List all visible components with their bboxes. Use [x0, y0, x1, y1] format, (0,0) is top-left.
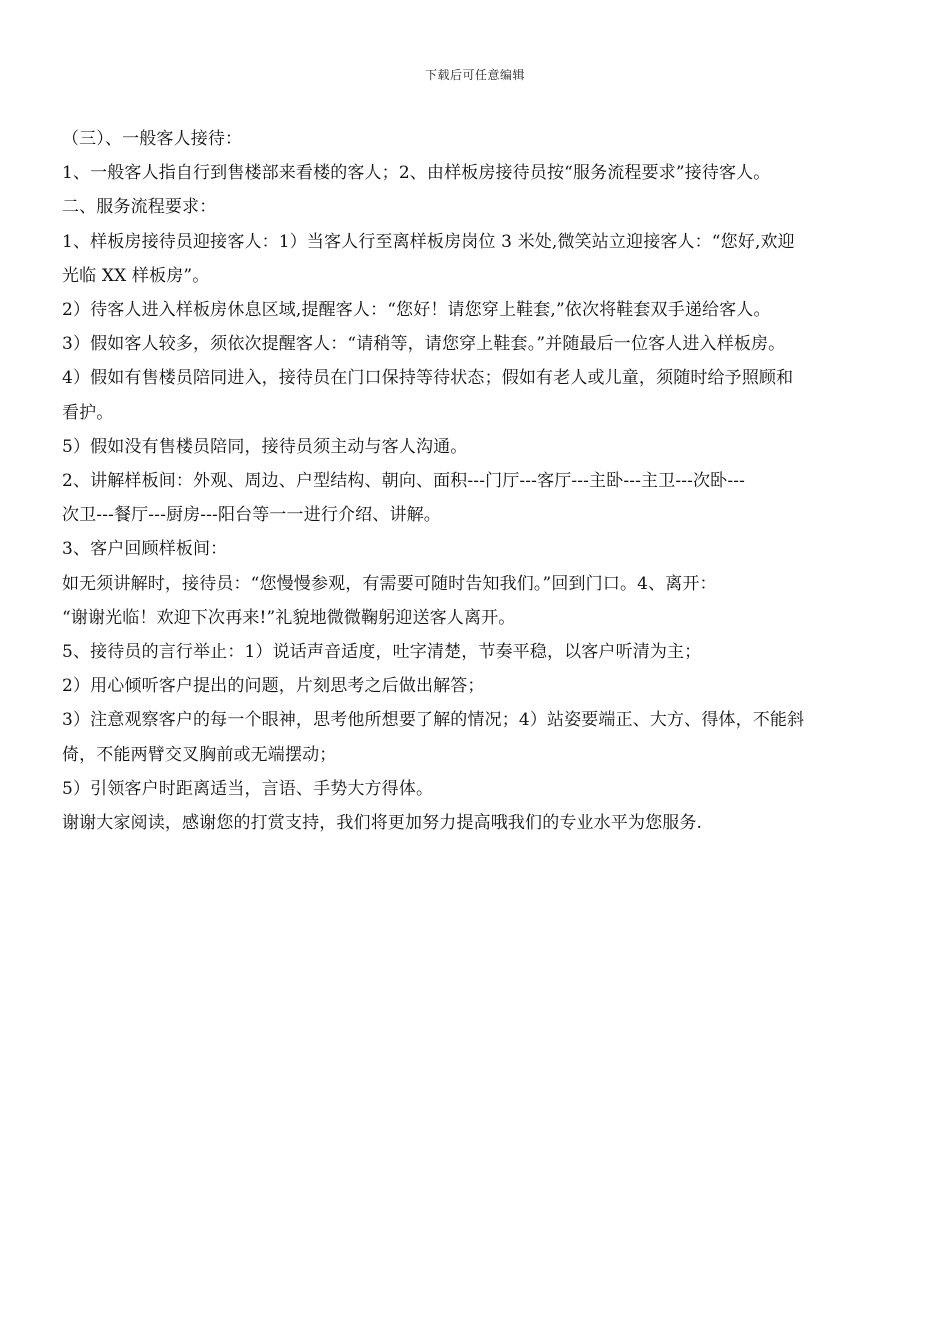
section-heading-general-guests: （三）、一般客人接待： [62, 129, 243, 149]
paragraph-line: 2、讲解样板间：外观、周边、户型结构、朝向、面积---门厅---客厅---主卧---主卫---次卧--- [62, 471, 746, 492]
paragraph-line: 2）用心倾听客户提出的问题，片刻思考之后做出解答； [62, 676, 485, 697]
paragraph-line: “谢谢光临！欢迎下次再来!”礼貌地微微鞠躬迎送客人离开。 [62, 607, 516, 628]
paragraph-line: 5）假如没有售楼员陪同，接待员须主动与客人沟通。 [62, 436, 468, 457]
paragraph-line: 次卫---餐厅---厨房---阳台等一一进行介绍、讲解。 [62, 505, 441, 526]
paragraph-line: 看护。 [62, 402, 114, 423]
paragraph-line: 3）注意观察客户的每一个眼神，思考他所想要了解的情况；4）站姿要端正、大方、得体，不能斜 [62, 710, 805, 731]
paragraph-line: 3、客户回顾样板间： [62, 539, 228, 560]
document-body [62, 122, 888, 840]
section-heading-service-process: 二、服务流程要求： [62, 197, 217, 218]
paragraph-line: 光临 XX 样板房”。 [62, 265, 210, 286]
paragraph-line: 2）待客人进入样板房休息区域,提醒客人：“您好！请您穿上鞋套,”依次将鞋套双手递给客人。 [62, 300, 771, 321]
paragraph-line: 5）引领客户时距离适当，言语、手势大方得体。 [62, 778, 434, 799]
paragraph-line: 5、接待员的言行举止：1）说话声音适度，吐字清楚，节奏平稳，以客户听清为主； [62, 642, 702, 663]
paragraph-line: 1、一般客人指自行到售楼部来看楼的客人；2、由样板房接待员按“服务流程要求”接待客人。 [62, 163, 771, 184]
page-header: 下载后可任意编辑 [424, 68, 525, 82]
paragraph-line: 4）假如有售楼员陪同进入，接待员在门口保持等待状态；假如有老人或儿童，须随时给予照顾和 [62, 368, 794, 389]
paragraph-line: 倚，不能两臂交叉胸前或无端摆动； [62, 744, 337, 765]
paragraph-line: 3）假如客人较多，须依次提醒客人：“请稍等，请您穿上鞋套。”并随最后一位客人进入样板房。 [62, 334, 786, 355]
paragraph-line: 1、样板房接待员迎接客人：1）当客人行至离样板房岗位 3 米处,微笑站立迎接客人：“您好,欢迎 [62, 231, 795, 252]
paragraph-line: 如无须讲解时，接待员：“您慢慢参观，有需要可随时告知我们。”回到门口。4、离开： [62, 573, 717, 594]
closing-note: 谢谢大家阅读，感谢您的打赏支持，我们将更加努力提高哦我们的专业水平为您服务. [62, 813, 703, 834]
